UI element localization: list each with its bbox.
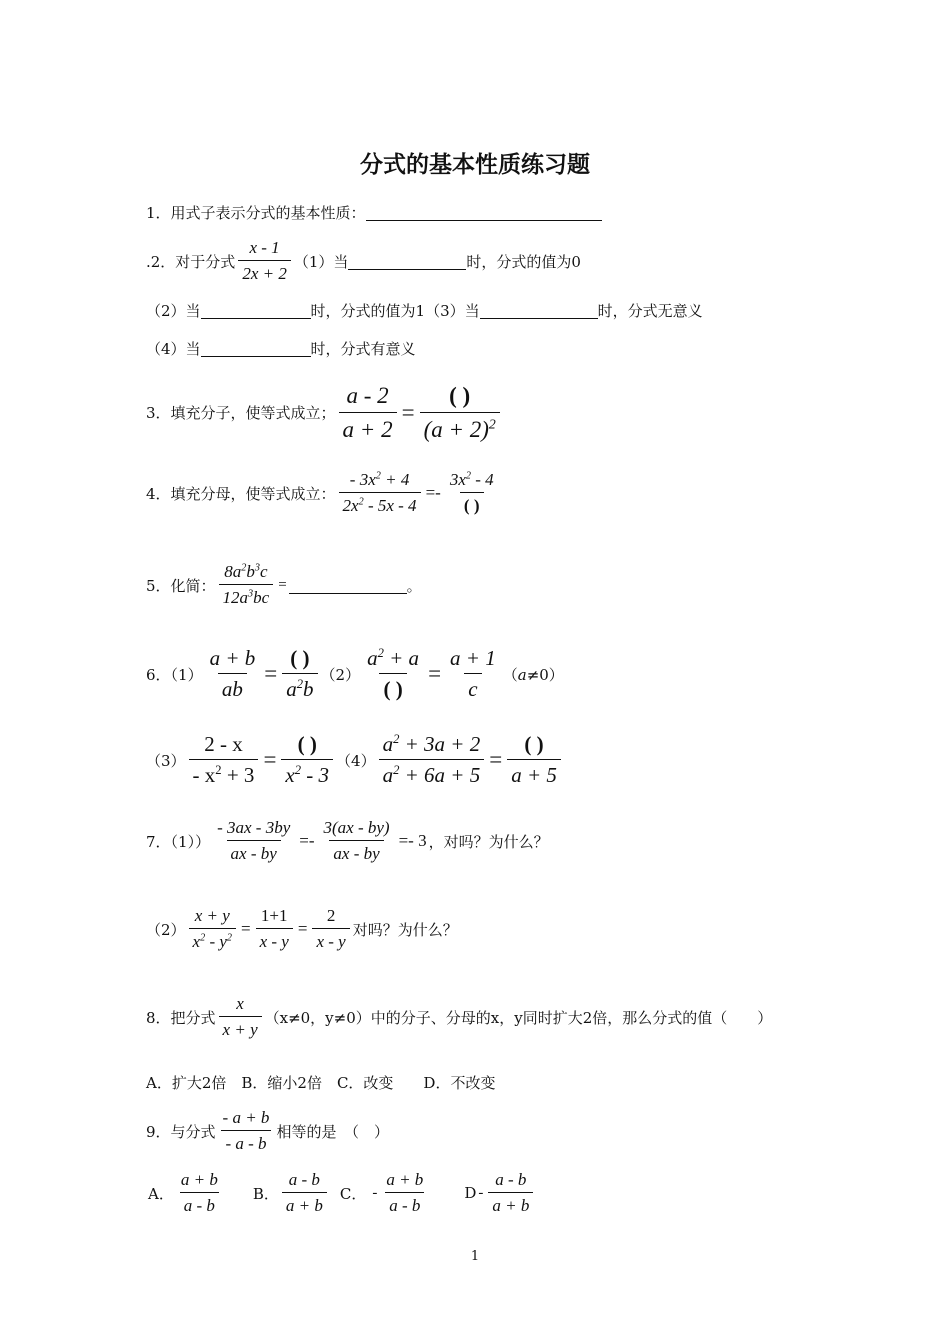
q4-denominator-slot[interactable]: ( ) xyxy=(460,492,484,516)
q6-part3-label: （3） xyxy=(146,751,186,770)
q9-option-d[interactable]: D - $\frac{a - b}{a + b}$ xyxy=(464,1170,536,1217)
q2-fraction: $\frac{x - 1}{2x + 2}$ xyxy=(238,238,291,285)
q2-part2-label: （2）当 xyxy=(146,302,201,320)
q5-lead: 5．化简： xyxy=(146,576,216,595)
q7-1-left-fraction: $\frac{- 3ax - 3by}{ax - by}$ xyxy=(217,818,291,864)
q2-part4-tail: 时，分式有意义 xyxy=(310,340,416,358)
q2-part3-blank[interactable] xyxy=(480,302,598,319)
q3-equals: = xyxy=(401,399,415,425)
question-9-options xyxy=(148,1170,536,1217)
q2-part3-tail: 时，分式无意义 xyxy=(597,302,703,320)
question-7-part-1 xyxy=(146,818,549,865)
q7-2-right-fraction: $\frac{2}{x - y}$ xyxy=(312,906,349,953)
q7-2-equals-2: = xyxy=(297,919,308,939)
q3-lead: 3．填充分子，使等式成立； xyxy=(146,404,336,423)
q6-4-equals: = xyxy=(489,747,503,773)
q5-answer-blank[interactable] xyxy=(289,577,407,594)
q6-part4-label: （4） xyxy=(336,751,376,770)
q6-3-equals: = xyxy=(263,747,277,773)
question-2 xyxy=(146,238,581,285)
q6-3-right-fraction: $\frac{( )}{x^2 - 3}$ xyxy=(281,732,333,788)
question-2-part-4 xyxy=(146,338,416,359)
q8-text: （x≠0，y≠0）中的分子、分母的x，y同时扩大2倍，那么分式的值（ ） xyxy=(264,1008,773,1027)
q6-part2-label: （2） xyxy=(320,665,361,684)
q2-part2-tail: 时，分式的值为1 xyxy=(310,302,426,320)
q2-lead: .2．对于分式 xyxy=(146,252,236,271)
q6-3-left-fraction: $\frac{2 - x}{- x^2 + 3}$ xyxy=(189,732,259,788)
page-title: 分式的基本性质练习题 xyxy=(360,152,590,178)
question-7-part-2 xyxy=(146,906,458,953)
q1-text: 1．用式子表示分式的基本性质： xyxy=(146,204,366,222)
q6-4-numerator-slot[interactable]: ( ) xyxy=(524,732,544,756)
q9-option-b[interactable]: B． $\frac{a - b}{a + b}$ xyxy=(253,1170,330,1217)
q8-choices[interactable]: A．扩大2倍 B．缩小2倍 C．改变 D．不改变 xyxy=(146,1074,496,1092)
q6-2-left-fraction: $\frac{a^2 + a}{( )}$ xyxy=(367,646,420,702)
q9-fraction: $\frac{- a + b}{- a - b}$ xyxy=(222,1108,270,1154)
q2-part4-blank[interactable] xyxy=(201,340,311,357)
q6-1-right-fraction: $\frac{( )}{a^2b}$ xyxy=(282,646,317,702)
q2-part1-label: （1）当 xyxy=(293,252,349,271)
q6-1-equals: = xyxy=(264,661,278,687)
q3-right-fraction: $\frac{( )}{(a + 2)^2}$ xyxy=(420,382,500,443)
question-2-parts-2-3 xyxy=(146,300,703,321)
q4-lead: 4．填充分母，使等式成立： xyxy=(146,484,336,503)
question-8-options xyxy=(146,1072,495,1093)
q7-1-result: =- 3 xyxy=(398,831,427,851)
q2-part2-blank[interactable] xyxy=(201,302,311,319)
q7-lead: 7．（1）） xyxy=(146,832,211,851)
q7-1-question: ，对吗？为什么？ xyxy=(428,832,549,851)
q8-lead: 8．把分式 xyxy=(146,1008,216,1027)
q6-1-left-fraction: $\frac{a + b}{ab}$ xyxy=(209,646,256,702)
q3-numerator-slot[interactable]: ( ) xyxy=(449,383,471,408)
q7-2-question: 对吗？为什么？ xyxy=(352,920,458,939)
q7-2-equals-1: = xyxy=(241,919,251,939)
q9-text: 相等的是 （ ） xyxy=(276,1122,389,1141)
q5-fraction: $\frac{8a^2b^3c}{12a^3bc}$ xyxy=(219,562,274,609)
q6-4-left-fraction: $\frac{a^2 + 3a + 2}{a^2 + 6a + 5}$ xyxy=(379,732,485,788)
q7-2-left-fraction: $\frac{x + y}{x^2 - y^2}$ xyxy=(189,906,236,953)
q6-1-numerator-slot[interactable]: ( ) xyxy=(290,646,310,670)
q2-part1-tail: 时，分式的值为0 xyxy=(466,252,581,271)
q4-left-fraction: $\frac{- 3x^2 + 4}{2x^2 - 5x - 4}$ xyxy=(339,470,421,517)
q7-part2-label: （2） xyxy=(146,920,186,939)
q6-2-condition: （a≠0） xyxy=(502,665,564,684)
q1-answer-blank[interactable] xyxy=(366,204,602,221)
q9-lead: 9．与分式 xyxy=(146,1122,216,1141)
q6-2-equals: = xyxy=(428,661,442,687)
question-1 xyxy=(146,202,602,223)
q6-4-right-fraction: $\frac{( )}{a + 5}$ xyxy=(507,732,561,788)
question-4 xyxy=(146,470,501,517)
question-6-row-1 xyxy=(146,646,564,702)
question-9 xyxy=(146,1108,389,1155)
q6-3-numerator-slot[interactable]: ( ) xyxy=(297,732,317,756)
q6-lead: 6．（1） xyxy=(146,665,203,684)
q9-option-a[interactable]: A． $\frac{a + b}{a - b}$ xyxy=(148,1170,218,1216)
q5-equals: = xyxy=(278,576,287,593)
question-3 xyxy=(146,382,503,443)
question-5 xyxy=(146,562,422,609)
q2-part4-label: （4）当 xyxy=(146,340,201,358)
q5-tail: 。 xyxy=(406,576,422,595)
q9-option-c[interactable]: C． - $\frac{a + b}{a - b}$ xyxy=(339,1170,424,1216)
q6-2-right-fraction: $\frac{a + 1}{c}$ xyxy=(450,646,496,702)
page-number: 1 xyxy=(470,1249,480,1264)
question-6-row-2 xyxy=(146,732,564,788)
q4-right-fraction: $\frac{3x^2 - 4}{( )}$ xyxy=(449,470,494,516)
q4-equals: =- xyxy=(425,483,441,503)
question-8 xyxy=(146,994,772,1041)
q7-1-right-fraction: $\frac{3(ax - by)}{ax - by}$ xyxy=(323,818,390,864)
q2-part1-blank[interactable] xyxy=(348,253,466,270)
q2-part3-label: （3）当 xyxy=(425,302,480,320)
q8-fraction: $\frac{x}{x + y}$ xyxy=(219,994,262,1041)
q7-2-middle-fraction: $\frac{1+1}{x - y}$ xyxy=(256,906,293,953)
q6-2-denominator-slot[interactable]: ( ) xyxy=(379,673,406,702)
q3-left-fraction: $\frac{a - 2}{a + 2}$ xyxy=(339,382,397,443)
q7-1-equals: =- xyxy=(299,831,315,851)
